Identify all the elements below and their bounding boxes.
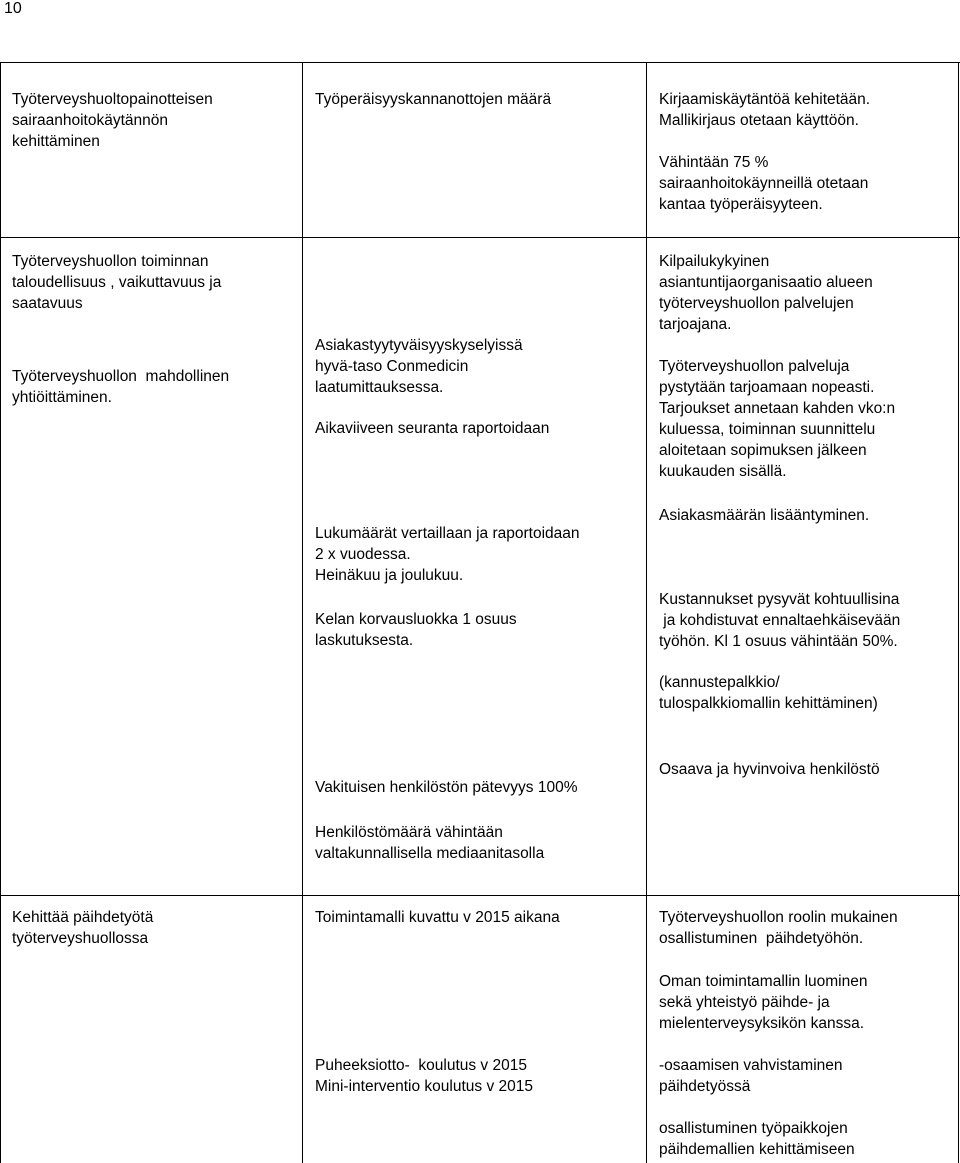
cell-text-line: hyvä-taso Conmedicin [315, 358, 469, 375]
cell-text-line: Heinäkuu ja joulukuu. [315, 567, 464, 584]
cell-text-line: Osaava ja hyvinvoiva henkilöstö [659, 761, 880, 778]
cell-text-line: sairaanhoitokäytännön [12, 112, 168, 129]
cell-text-line: työhön. Kl 1 osuus vähintään 50%. [659, 633, 898, 650]
cell-text-line: Mallikirjaus otetaan käyttöön. [659, 112, 859, 129]
cell-text-line: kuluessa, toiminnan suunnittelu [659, 421, 876, 438]
r1-col1-objective [12, 89, 213, 152]
r2-col2-indicator-c [315, 523, 580, 586]
table-right-border [958, 62, 959, 1163]
page-number: 10 [4, 0, 22, 17]
cell-text-line: 2 x vuodessa. [315, 546, 411, 563]
r2-col2-indicator-b [315, 418, 549, 439]
r4-col1-objective [12, 907, 153, 949]
column-divider-1 [302, 62, 303, 1163]
cell-text-line: asiantuntijaorganisaatio alueen [659, 274, 873, 291]
cell-text-line: Oman toimintamallin luominen [659, 973, 868, 990]
cell-text-line: osallistuminen työpaikkojen [659, 1120, 848, 1137]
cell-text-line: ja kohdistuvat ennaltaehkäisevään [659, 612, 901, 629]
cell-text-line: Kilpailukykyinen [659, 253, 770, 270]
r2-col3-target-b [659, 356, 895, 482]
r2-col1-objective-a [12, 251, 221, 314]
cell-text-line: Asiakastyytyväisyyskyselyissä [315, 337, 523, 354]
cell-text-line: Lukumäärät vertaillaan ja raportoidaan [315, 525, 580, 542]
r4-col2-indicator-a [315, 907, 560, 928]
cell-text-line: Kustannukset pysyvät kohtuullisina [659, 591, 900, 608]
cell-text-line: Vähintään 75 % [659, 154, 769, 171]
r1-col3-target-a [659, 89, 870, 131]
cell-text-line: laatumittauksessa. [315, 379, 444, 396]
r4-col3-target-a [659, 907, 898, 949]
cell-text-line: Työterveyshuollon roolin mukainen [659, 909, 898, 926]
cell-text-line: Puheeksiotto- koulutus v 2015 [315, 1057, 527, 1074]
cell-text-line: Työterveyshuollon mahdollinen [12, 368, 230, 385]
cell-text-line: kantaa työperäisyyteen. [659, 196, 823, 213]
cell-text-line: työterveyshuollossa [12, 930, 149, 947]
column-divider-2 [646, 62, 647, 1163]
cell-text-line: Työterveyshuollon palveluja [659, 358, 850, 375]
cell-text-line: Tarjoukset annetaan kahden vko:n [659, 400, 896, 417]
cell-text-line: yhtiöittäminen. [12, 389, 112, 406]
cell-text-line: Aikaviiveen seuranta raportoidaan [315, 420, 550, 437]
cell-text-line: sekä yhteistyö päihde- ja [659, 994, 830, 1011]
r2-col3-target-e [659, 672, 878, 714]
r1-col3-target-b [659, 152, 868, 215]
cell-text-line: Mini-interventio koulutus v 2015 [315, 1078, 533, 1095]
r4-col2-indicator-b [315, 1055, 533, 1097]
cell-text-line: päihdetyössä [659, 1078, 751, 1095]
cell-text-line: Työterveyshuollon toiminnan [12, 253, 209, 270]
cell-text-line: työterveyshuollon palvelujen [659, 295, 854, 312]
cell-text-line: Kirjaamiskäytäntöä kehitetään. [659, 91, 871, 108]
r4-col3-target-c [659, 1055, 843, 1097]
cell-text-line: tarjoajana. [659, 316, 732, 333]
r3-col2-indicator-a [315, 777, 578, 798]
r4-col3-target-d [659, 1118, 855, 1160]
cell-text-line: osallistuminen päihdetyöhön. [659, 930, 864, 947]
r4-col3-target-b [659, 971, 867, 1034]
cell-text-line: Asiakasmäärän lisääntyminen. [659, 507, 870, 524]
cell-text-line: Kelan korvausluokka 1 osuus [315, 611, 517, 628]
cell-text-line: Työterveyshuoltopainotteisen [12, 91, 213, 108]
cell-text-line: kehittäminen [12, 133, 100, 150]
cell-text-line: kuukauden sisällä. [659, 463, 787, 480]
r3-col2-indicator-b [315, 822, 544, 864]
cell-text-line: laskutuksesta. [315, 632, 414, 649]
r3-col3-target-a [659, 759, 880, 780]
cell-text-line: -osaamisen vahvistaminen [659, 1057, 843, 1074]
table-left-border [0, 62, 1, 1163]
cell-text-line: (kannustepalkkio/ [659, 674, 780, 691]
r2-col3-target-c [659, 505, 869, 526]
cell-text-line: päihdemallien kehittämiseen [659, 1141, 855, 1158]
cell-text-line: valtakunnallisella mediaanitasolla [315, 845, 545, 862]
cell-text-line: saatavuus [12, 295, 83, 312]
cell-text-line: tulospalkkiomallin kehittäminen) [659, 695, 878, 712]
row-divider-2 [0, 895, 960, 896]
cell-text-line: Työperäisyyskannanottojen määrä [315, 91, 552, 108]
cell-text-line: mielenterveysyksikön kanssa. [659, 1015, 865, 1032]
cell-text-line: taloudellisuus , vaikuttavuus ja [12, 274, 222, 291]
cell-text-line: pystytään tarjoamaan nopeasti. [659, 379, 875, 396]
cell-text-line: Vakituisen henkilöstön pätevyys 100% [315, 779, 578, 796]
cell-text-line: Kehittää päihdetyötä [12, 909, 154, 926]
row-divider-1 [0, 237, 960, 238]
r1-col2-indicator [315, 89, 551, 110]
cell-text-line: Toimintamalli kuvattu v 2015 aikana [315, 909, 560, 926]
r2-col3-target-d [659, 589, 900, 652]
cell-text-line: aloitetaan sopimuksen jälkeen [659, 442, 867, 459]
r2-col2-indicator-d [315, 609, 517, 651]
r2-col2-indicator-a [315, 335, 523, 398]
cell-text-line: sairaanhoitokäynneillä otetaan [659, 175, 869, 192]
r2-col1-objective-b [12, 366, 229, 408]
table-top-border [0, 62, 960, 63]
cell-text-line: Henkilöstömäärä vähintään [315, 824, 503, 841]
r2-col3-target-a [659, 251, 873, 335]
